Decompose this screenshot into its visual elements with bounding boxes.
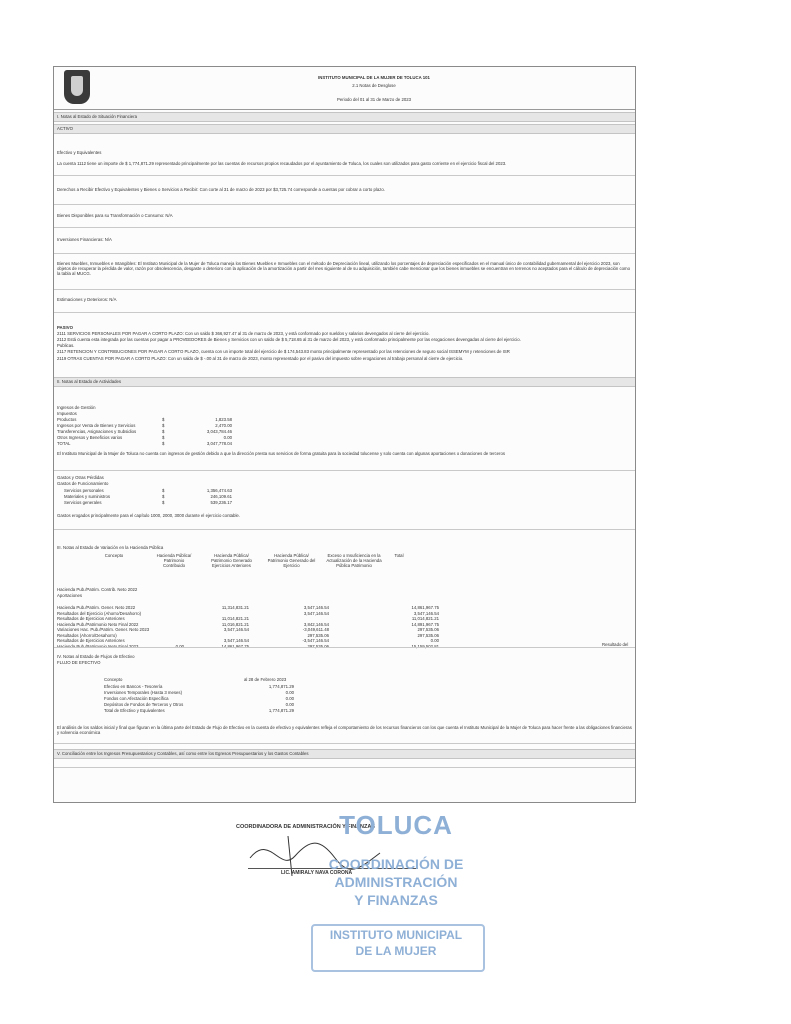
- variacion-header: Hacienda Pública/ Patrimonio Generado Ejercicios Anteriores: [211, 553, 252, 568]
- ingresos-row-value: 3,043,784.46: [206, 429, 232, 434]
- ingresos-row-value: 1,823.58: [215, 417, 232, 422]
- section-bar: [54, 112, 635, 122]
- ingresos-row-value: 0.00: [223, 435, 232, 440]
- variacion-row-ejercicio: 3,547,146.54: [303, 610, 329, 616]
- section-title-situacion: I. Notas al Estado de Situación Financiera: [57, 114, 138, 119]
- signature-name: LIC. AMIRALY NAVA CORONA: [281, 870, 353, 876]
- pasivo-line-4: 2119 OTRAS CUENTAS POR PAGAR A CORTO PLAZO: Con un saldo de $ -.00 al 31 de marzo de 2023, monto representado por el pasivo del impuesto sobre erogaciones al trabajo personal al cierre de ejercicio.: [57, 356, 464, 361]
- ingresos-note: El Instituto Municipal de la Mujer de Toluca no cuenta con ingresos de gestión debido a que la dirección presta sus servicios de forma gratuita para la sociedad tolucense y solo cuenta con algunas aportaciones o donaciones de terceros: [57, 451, 506, 456]
- efectivo-title: Efectivo y Equivalentes: [57, 150, 102, 155]
- pasivo-line-3: 2117 RETENCION Y CONTRIBUCIONES POR PAGAR A CORTO PLAZO, cuenta con un importe total del ejercicio de $ 174,543.83 monto principalmente representado por las retenciones de seguro social ISSEMYM y retenciones de ISR: [57, 349, 510, 354]
- flujos-row-value: 0.00: [285, 690, 294, 695]
- variacion-header: Hacienda Pública/ Patrimonio Contribuido: [156, 553, 192, 568]
- divider: [54, 204, 635, 205]
- gastos-title: Gastos y Otras Pérdidas: [57, 475, 104, 480]
- divider: [54, 743, 635, 744]
- document-period: Periodo del 01 al 31 de Marzo de 2023: [336, 97, 412, 102]
- ingresos-row-label: Otros Ingresos y Beneficios varios: [57, 435, 123, 440]
- ingresos-row-value: 3,047,778.04: [206, 441, 232, 446]
- gastos-row-sign: $: [162, 494, 165, 499]
- bienes-disponibles-text: Bienes Disponibles para su Transformación o Consumo: N/A: [57, 213, 173, 218]
- estimaciones-text: Estimaciones y Deterioros: N/A: [57, 297, 117, 302]
- flujos-header-fecha: al 28 de Febrero 2023: [244, 677, 287, 682]
- stamp-line-6: DE LA MUJER: [355, 944, 437, 958]
- divider: [54, 767, 635, 768]
- pasivo-heading: PASIVO: [57, 325, 73, 330]
- ingresos-row-sign: $: [162, 417, 165, 422]
- variacion-row-contribuido: 0.00: [175, 643, 184, 649]
- gastos-row-sign: $: [162, 500, 165, 505]
- flujos-row-label: Total de Efectivo y Equivalentes: [104, 708, 165, 713]
- gastos-row-label: Servicios personales: [64, 488, 104, 493]
- ingresos-row-sign: $: [162, 441, 165, 446]
- divider: [54, 312, 635, 313]
- variacion-row-total: 297,535.06: [417, 627, 439, 632]
- variacion-row-total: 3,547,146.54: [413, 610, 439, 616]
- variacion-row-anteriores: 14,861,967.75: [221, 643, 249, 649]
- inversiones-text: Inversiones Financieras: N/A: [57, 237, 112, 242]
- variacion-row-total: 14,861,967.75: [411, 605, 439, 610]
- ingresos-row-sign: $: [162, 435, 165, 440]
- variacion-row-concept: Resultados de Ejercicios Anteriores: [57, 638, 125, 643]
- variacion-row-anteriores: 11,016,821.21: [221, 621, 249, 627]
- variacion-row-ejercicio: 3,547,146.54: [303, 605, 329, 610]
- gastos-subtitle: Gastos de Funcionamiento: [57, 481, 109, 486]
- bienes-muebles-text: Bienes Muebles, Inmuebles e Intangibles: El Instituto Municipal de la Mujer de Toluca maneja los Bienes Muebles e Inmuebles con el método de Depreciación lineal, utilizando los porcentajes de depreciación especificados en el manual único de contabilidad gubernamental del ejercicio 2023, son objetos de recuperar la pérdida de valor, razón por obsolescencia, desgaste o deterioro con la aplicación de la amortización a partir del mes siguiente al de su adquisición, también cabe mencionar que los bienes inmuebles se encuentran en terrenos no aceptados para el cálculo de depreciación como la tabla al MUCG.: [57, 261, 631, 276]
- institution-logo: [64, 70, 90, 104]
- variacion-header: Exceso o Insuficiencia en la Actualización de la Hacienda Pública Patrimonio: [326, 553, 382, 568]
- divider: [54, 175, 635, 176]
- variacion-row-total: 11,014,821.21: [411, 616, 439, 621]
- variacion-row-total: 0.00: [430, 638, 439, 643]
- section-title-variacion: III. Notas al Estado de Variación en la Hacienda Pública: [57, 545, 164, 550]
- variacion-row-ejercicio: 297,535.06: [307, 632, 329, 638]
- efectivo-text: La cuenta 1112 tiene un importe de $ 1,774,871.29 representado principalmente por las cuentas de recursos propios recaudados por el ayuntamiento de Toluca, los cuales son utilizados para gasto corriente en el ejercicio fiscal del 2023.: [57, 161, 507, 166]
- flujos-header-concepto: Concepto: [104, 677, 123, 682]
- pasivo-line-1: 2111 SERVICIOS PERSONALES POR PAGAR A CORTO PLAZO: Con un saldo $ 366,927.47 al 31 de marzo de 2023, y está conformado por sueldos y salarios devengados al cierre del ejercicio.: [57, 331, 430, 336]
- section-bar: [54, 124, 635, 134]
- pasivo-line-2b: Publicas.: [57, 343, 75, 348]
- stamp-line-3: ADMINISTRACIÓN: [334, 874, 458, 890]
- gastos-row-sign: $: [162, 488, 165, 493]
- variacion-row-concept: Resultados (Ahorro/Desahorro): [57, 632, 117, 638]
- document-subtitle: 2.1 Notas de Desglose: [352, 83, 396, 88]
- stamp-line-2: COORDINACIÓN DE: [328, 856, 464, 872]
- gastos-row-label: Materiales y suministros: [64, 494, 111, 499]
- stamp-line-1: TOLUCA: [339, 810, 453, 840]
- stamp-line-5: INSTITUTO MUNICIPAL: [329, 928, 463, 942]
- ingresos-row-value: 2,470.00: [215, 423, 232, 428]
- variacion-row-total: 14,891,967.75: [411, 621, 439, 627]
- flujos-row-label: Depósitos de Fondos de Terceros y Otros: [104, 702, 184, 707]
- variacion-row-concept: Aportaciones: [57, 593, 83, 598]
- variacion-row-anteriores: 11,014,821.21: [221, 616, 249, 621]
- variacion-header: Total: [394, 553, 404, 558]
- variacion-header: Concepto: [104, 553, 124, 558]
- variacion-row-anteriores: 11,314,831.21: [221, 605, 249, 610]
- gastos-row-value: 1,356,474.63: [206, 488, 232, 493]
- ingresos-title: Ingresos de Gestión: [57, 405, 96, 410]
- variacion-row-concept: Resultados del Ejercicio (Ahorro/Desahorro): [57, 610, 142, 616]
- flujos-row-value: 0.00: [285, 702, 294, 707]
- section-title-conciliacion: V. Conciliación entre los Ingresos Presupuestarios y Contables, así como entre los Egresos Presupuestarios y los Gastos Contables: [57, 751, 309, 756]
- document-sheet: [53, 66, 636, 803]
- section-title-actividades: II. Notas al Estado de Actividades: [57, 379, 122, 384]
- ingresos-row-label: Ingresos por Venta de Bienes y Servicios: [57, 423, 136, 428]
- gastos-row-label: Servicios generales: [64, 500, 102, 505]
- flujos-row-label: Fondos con Afectación Específica: [104, 696, 169, 701]
- pasivo-line-2: 2112 Está cuenta esta integrada por las cuentas por pagar a PROVEEDORES de Bienes y Servicios con un saldo de $ 5,718.65 al 31 de marzo del 2023, y está conformado principalmente por las erogaciones devengadas al cierre del ejercicio.: [57, 337, 521, 342]
- stamp-line-4: Y FINANZAS: [354, 892, 438, 908]
- institution-name: INSTITUTO MUNICIPAL DE LA MUJER DE TOLUCA 101: [318, 75, 430, 80]
- variacion-row-concept: Hacienda Pub./Patrimonio Neto Final 2022: [57, 621, 139, 627]
- variacion-row-concept: Variaciones Hac. Pub./Patrim. Gener. Neto 2023: [57, 627, 150, 632]
- variacion-row-concept: Hacienda Pub./Patrim. Gener. Neto 2022: [57, 605, 136, 610]
- variacion-row-ejercicio: -3,049,611.48: [302, 627, 329, 632]
- flujos-row-value: 0.00: [285, 696, 294, 701]
- flujos-row-value: 1,774,871.29: [268, 684, 294, 689]
- ingresos-row-sign: $: [162, 429, 165, 434]
- divider: [54, 470, 635, 471]
- variacion-row-ejercicio: 297,535.06: [307, 643, 329, 649]
- section-bar: [54, 377, 635, 387]
- official-stamp: [303, 788, 489, 974]
- divider: [54, 289, 635, 290]
- section-title-flujos: IV. Notas al Estado de Flujos de Efectivo: [57, 654, 135, 659]
- divider: [54, 253, 635, 254]
- ingresos-row-label: TOTAL: [57, 441, 71, 446]
- divider: [54, 227, 635, 228]
- activo-heading: ACTIVO: [57, 126, 73, 131]
- document-header: [54, 67, 635, 110]
- variacion-side-label: Resultado del: [602, 642, 629, 647]
- ingresos-row-sign: $: [162, 423, 165, 428]
- signature-role: COORDINADORA DE ADMINISTRACIÓN Y FINANZAS: [236, 824, 376, 830]
- variacion-row-anteriores: 3,547,146.54: [223, 638, 249, 643]
- variacion-row-total: 297,535.06: [417, 632, 439, 638]
- gastos-row-value: 246,109.61: [210, 494, 232, 499]
- gastos-row-value: 539,236.17: [210, 500, 232, 505]
- variacion-header: Hacienda Pública/ Patrimonio Generado del Ejercicio: [267, 553, 316, 568]
- variacion-row-ejercicio: 3,842,146.54: [303, 621, 329, 627]
- divider: [54, 529, 635, 530]
- flujos-row-label: Efectivo en Bancos - Tesorería: [104, 684, 163, 689]
- derechos-text: Derechos a Recibir Efectivo y Equivalentes y Bienes o Servicios a Recibir: Con corte al 31 de marzo de 2023 por $3,725.74 corresponde a cuentas por cobrar a corto plazo.: [57, 187, 385, 192]
- divider: [54, 647, 635, 648]
- ingresos-row-label: Productos: [57, 417, 77, 422]
- variacion-row-ejercicio: -3,547,146.54: [302, 638, 329, 643]
- flujos-row-value: 1,774,871.29: [268, 708, 294, 713]
- variacion-row-concept: Hacienda Pub./Patrimonio Neto Final 2023: [57, 643, 139, 649]
- variacion-row-concept: Resultados de Ejercicios Anteriores: [57, 616, 125, 621]
- ingresos-row-label: Impuestos: [57, 411, 77, 416]
- variacion-row-anteriores: 3,547,146.54: [223, 627, 249, 632]
- ingresos-row-label: Transferencias, Asignaciones y Subsidios: [57, 429, 137, 434]
- variacion-row-concept: Hacienda Pub./Patrim. Contrib. Neto 2022: [57, 587, 138, 592]
- variacion-row-total: 15,159,502.81: [411, 643, 439, 649]
- flujos-row-label: Inversiones Temporales (Hasta 3 meses): [104, 690, 183, 695]
- flujos-note: El análisis de los saldos inicial y final que figuran en la última parte del Estado de Flujo de Efectivo en la cuenta de efectivo y equivalentes refleja el comportamiento de los recursos financieros con los que cuenta el Instituto Municipal de la Mujer de Toluca para hacer frente a las obligaciones financieras y solvencia económica: [57, 725, 632, 735]
- flujos-subtitle: FLUJO DE EFECTIVO: [57, 660, 101, 665]
- gastos-note: Gastos erogados principalmente para el capítulo 1000, 2000, 3000 durante el ejercicio contable.: [57, 513, 240, 518]
